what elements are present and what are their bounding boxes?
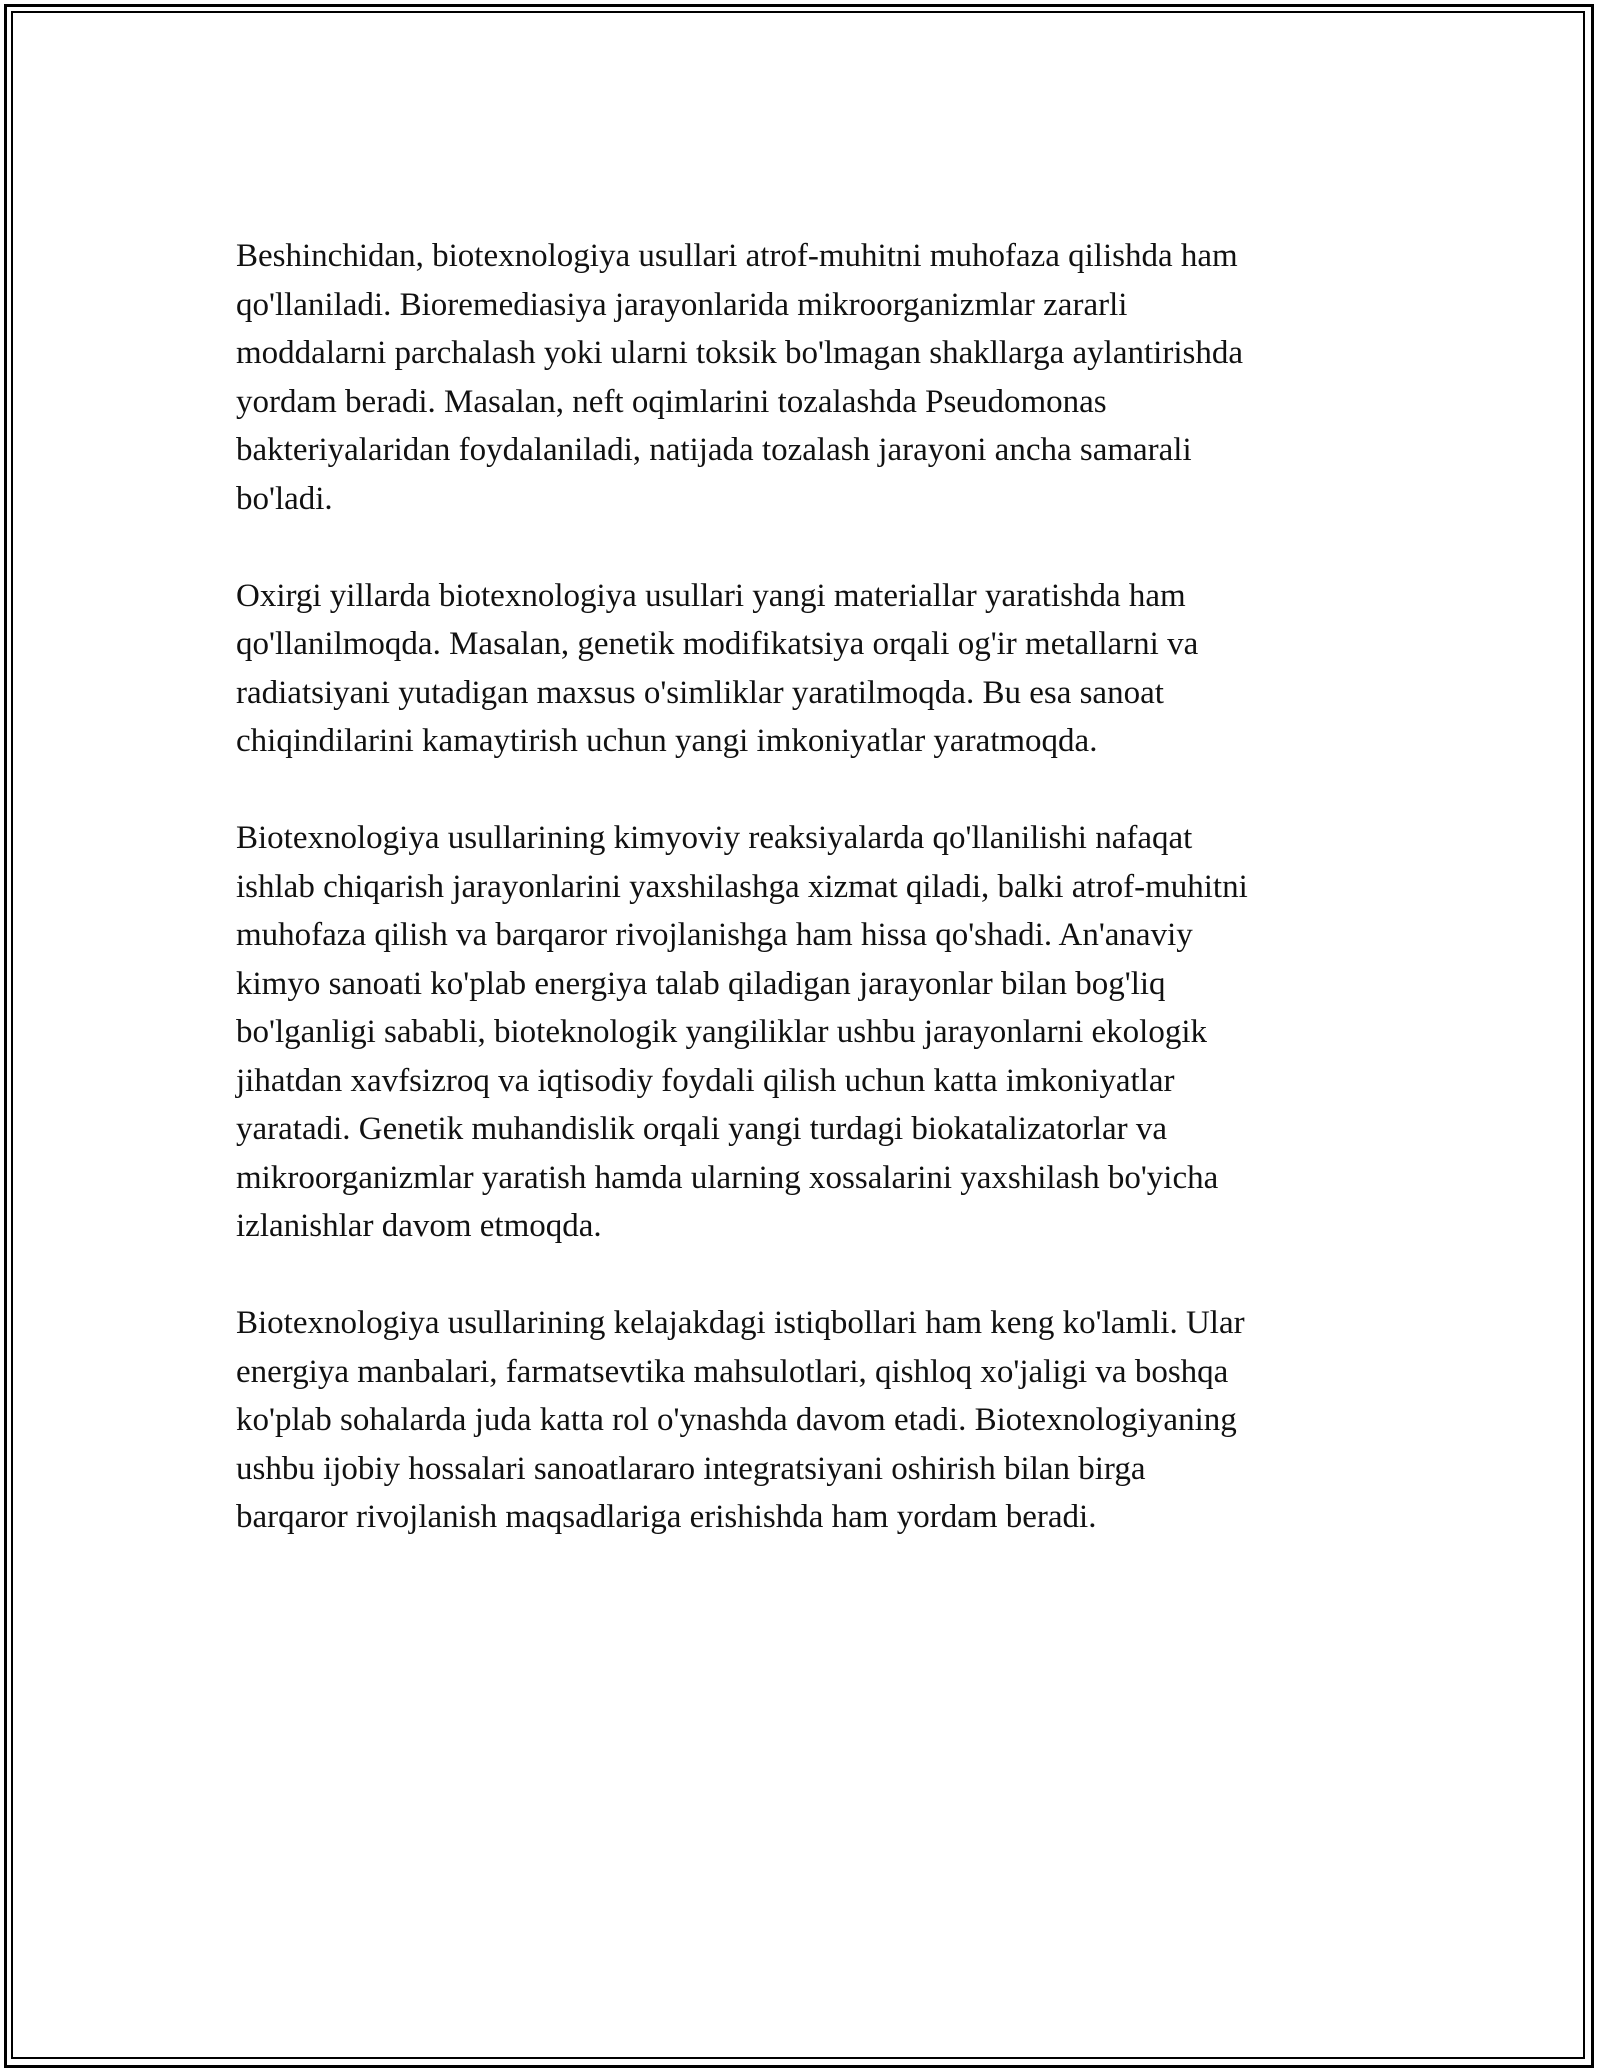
paragraph-environmental-protection: Beshinchidan, biotexnologiya usullari atrof-muhitni muhofaza qilishda ham qo'llaniladi. Bioremediasiya jarayonlarida mikroorganizmlar zararli moddalarni parchalash yoki ularni toksik bo'lmagan shakllarga aylantirishda yordam beradi. Masalan, neft oqimlarini tozalashda Pseudomonas bakteriyalaridan foydalaniladi, natijada tozalash jarayoni ancha samarali bo'ladi. [236, 238, 1243, 517]
paragraph-chemical-reactions: Biotexnologiya usullarining kimyoviy reaksiyalarda qo'llanilishi nafaqat ishlab chiqarish jarayonlarini yaxshilashga xizmat qiladi, balki atrof-muhitni muhofaza qilish va barqaror rivojlanishga ham hissa qo'shadi. An'anaviy kimyo sanoati ko'plab energiya talab qiladigan jarayonlar bilan bog'liq bo'lganligi sababli, bioteknologik yangiliklar ushbu jarayonlarni ekologik jihatdan xavfsizroq va iqtisodiy foydali qilish uchun katta imkoniyatlar yaratadi. Genetik muhandislik orqali yangi turdagi biokatalizatorlar va mikroorganizmlar yaratish hamda ularning xossalarini yaxshilash bo'yicha izlanishlar davom etmoqda. [236, 820, 1248, 1244]
paragraph-new-materials: Oxirgi yillarda biotexnologiya usullari yangi materiallar yaratishda ham qo'llanilmoqda. Masalan, genetik modifikatsiya orqali og'ir metallarni va radiatsiyani yutadigan maxsus o'simliklar yaratilmoqda. Bu esa sanoat chiqindilarini kamaytirish uchun yangi imkoniyatlar yaratmoqda. [236, 577, 1199, 759]
paragraph-future-prospects: Biotexnologiya usullarining kelajakdagi istiqbollari ham keng ko'lamli. Ular energiya manbalari, farmatsevtika mahsulotlari, qishloq xo'jaligi va boshqa ko'plab sohalarda juda katta rol o'ynashda davom etadi. Biotexnologiyaning ushbu ijobiy hossalari sanoatlararo integratsiyani oshirish bilan birga barqaror rivojlanish maqsadlariga erishishda ham yordam beradi. [236, 1305, 1245, 1535]
document-body [236, 232, 1366, 1590]
